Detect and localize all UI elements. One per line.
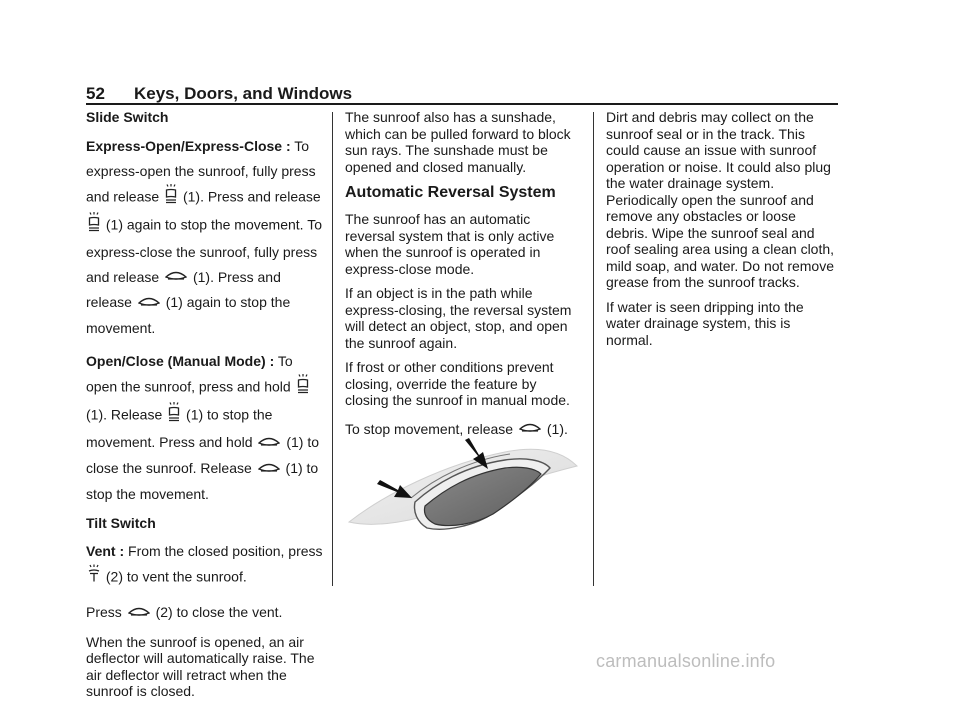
- column-2: [345, 109, 581, 450]
- sunroof-open-icon: [88, 212, 100, 240]
- deflector-paragraph: When the sunroof is opened, an air deflector will automatically raise. The air deflector will retract when the sunroof is closed.: [86, 633, 315, 700]
- sunroof-illustration: [345, 434, 583, 534]
- sunroof-close-icon: [165, 265, 187, 290]
- vent-text-c: Press: [86, 604, 122, 621]
- reversal-heading: Automatic Reversal System: [345, 184, 556, 201]
- drip-paragraph: If water is seen dripping into the water drainage system, this is normal.: [606, 298, 804, 348]
- column-divider-2: [593, 112, 594, 586]
- sunroof-close-icon: [258, 431, 280, 456]
- sunshade-paragraph: The sunroof also has a sunshade, which can be pulled forward to block sun rays. The sunshade must be opened and closed manually.: [345, 109, 571, 175]
- express-text-b: (1). Press and release: [182, 188, 321, 205]
- express-text-a: To express-open the sunroof, fully press and release: [86, 137, 316, 205]
- sunroof-close-icon: [128, 601, 150, 626]
- column-divider-1: [332, 112, 333, 586]
- express-text-c: (1) again to stop the movement. To express-close the sunroof, fully press and release: [86, 216, 322, 285]
- manual-text-b: (1). Release: [86, 406, 163, 423]
- manual-text-c: (1) to stop the movement. Press and hold: [86, 406, 273, 451]
- sunroof-close-icon: [138, 291, 160, 316]
- reversal-paragraph-2: If an object is in the path while express-closing, the reversal system will detect an object, stop, and open the sunroof again.: [345, 285, 572, 351]
- stop-text-b: (1).: [546, 420, 568, 437]
- tilt-switch-heading: Tilt Switch: [86, 514, 156, 531]
- page-number: 52: [86, 84, 105, 103]
- express-paragraph: [86, 134, 324, 342]
- manual-term: Open/Close (Manual Mode) :: [86, 353, 275, 370]
- slide-switch-heading: Slide Switch: [86, 109, 169, 125]
- sunroof-open-icon: [165, 184, 177, 212]
- reversal-paragraph-3: If frost or other conditions prevent closing, override the feature by closing the sunroof in manual mode.: [345, 359, 570, 408]
- sunroof-vent-icon: [88, 564, 100, 592]
- vent-text-a: From the closed position, press: [128, 543, 323, 560]
- sunroof-open-icon: [168, 402, 180, 430]
- express-text-e: (1) again to stop the movement.: [86, 294, 291, 337]
- stop-text-a: To stop movement, release: [345, 420, 514, 437]
- vent-text-d: (2) to close the vent.: [155, 604, 283, 621]
- watermark: carmanualsonline.info: [596, 651, 776, 671]
- manual-text-a: To open the sunroof, press and hold: [86, 353, 293, 395]
- manual-paragraph: [86, 349, 324, 507]
- page-header: [86, 83, 838, 105]
- sunroof-open-icon: [297, 374, 309, 402]
- express-text-d: (1). Press and release: [86, 268, 281, 311]
- vent-text-b: (2) to vent the sunroof.: [105, 568, 247, 585]
- manual-text-d: (1) to close the sunroof. Release: [86, 434, 319, 476]
- column-1: [86, 109, 324, 708]
- debris-paragraph: Dirt and debris may collect on the sunroof seal or in the track. This could cause an issue with sunroof operation or noise. It could also plug the water drainage system. Periodically open the sunroof and remove any obstacles or loose debris. Wipe the sunroof seal and roof sealing area using a clean cloth, mild soap, and water. Do not remove grease from the sunroof tracks.: [606, 109, 835, 290]
- column-3: [606, 109, 840, 356]
- manual-text-e: (1) to stop the movement.: [86, 459, 319, 502]
- express-term: Express-Open/Express-Close :: [86, 137, 291, 154]
- header-rule: [86, 103, 838, 105]
- vent-close-paragraph: [86, 600, 324, 626]
- vent-paragraph: [86, 539, 324, 592]
- section-title: Keys, Doors, and Windows: [134, 84, 353, 103]
- vent-term: Vent :: [86, 543, 125, 560]
- reversal-paragraph-1: The sunroof has an automatic reversal system that is only active when the sunroof is operated in express-close mode.: [345, 211, 555, 277]
- sunroof-close-icon: [258, 457, 280, 482]
